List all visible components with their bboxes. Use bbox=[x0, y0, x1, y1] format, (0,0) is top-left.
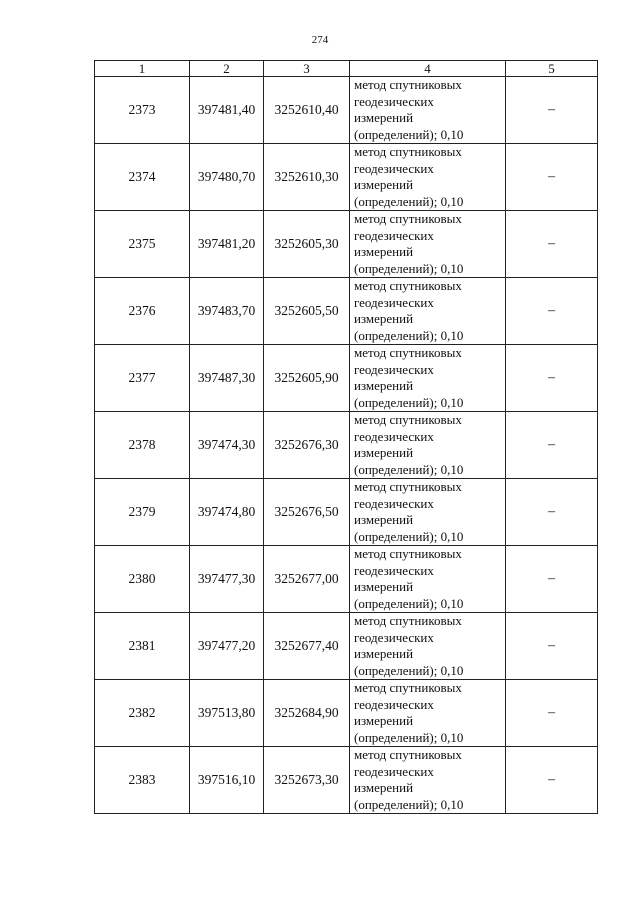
y-coordinate-cell: 3252610,30 bbox=[264, 144, 350, 211]
method-line: (определений); 0,10 bbox=[354, 595, 464, 611]
point-id-cell: 2374 bbox=[95, 144, 190, 211]
method-cell bbox=[350, 546, 506, 613]
note-cell: – bbox=[506, 345, 598, 412]
table-row bbox=[95, 278, 598, 345]
method-line: измерений bbox=[354, 646, 414, 661]
method-cell bbox=[350, 345, 506, 412]
method-line: (определений); 0,10 bbox=[354, 327, 464, 343]
note-cell: – bbox=[506, 211, 598, 278]
method-line: измерений bbox=[354, 244, 414, 259]
table-body bbox=[95, 77, 598, 814]
method-line: измерений bbox=[354, 780, 414, 795]
x-coordinate-cell: 397480,70 bbox=[190, 144, 264, 211]
x-coordinate-cell: 397477,30 bbox=[190, 546, 264, 613]
method-line: (определений); 0,10 bbox=[354, 461, 464, 477]
method-line: геодезических bbox=[354, 629, 434, 645]
y-coordinate-cell: 3252677,00 bbox=[264, 546, 350, 613]
method-line: геодезических bbox=[354, 227, 434, 243]
method-cell bbox=[350, 479, 506, 546]
method-line: метод спутниковых bbox=[354, 77, 462, 92]
method-line: геодезических bbox=[354, 696, 434, 712]
note-cell: – bbox=[506, 412, 598, 479]
method-line: (определений); 0,10 bbox=[354, 528, 464, 544]
x-coordinate-cell: 397516,10 bbox=[190, 747, 264, 814]
y-coordinate-cell: 3252677,40 bbox=[264, 613, 350, 680]
method-line: геодезических bbox=[354, 294, 434, 310]
y-coordinate-cell: 3252605,90 bbox=[264, 345, 350, 412]
header-col-3: 3 bbox=[264, 61, 350, 77]
method-line: геодезических bbox=[354, 361, 434, 377]
method-line: метод спутниковых bbox=[354, 412, 462, 427]
method-line: (определений); 0,10 bbox=[354, 260, 464, 276]
method-line: метод спутниковых bbox=[354, 747, 462, 762]
method-line: (определений); 0,10 bbox=[354, 394, 464, 410]
method-line: (определений); 0,10 bbox=[354, 662, 464, 678]
method-line: геодезических bbox=[354, 160, 434, 176]
method-line: (определений); 0,10 bbox=[354, 126, 464, 142]
method-line: (определений); 0,10 bbox=[354, 729, 464, 745]
note-cell: – bbox=[506, 77, 598, 144]
header-row bbox=[95, 61, 598, 77]
method-line: (определений); 0,10 bbox=[354, 193, 464, 209]
note-cell: – bbox=[506, 680, 598, 747]
method-line: измерений bbox=[354, 378, 414, 393]
point-id-cell: 2380 bbox=[95, 546, 190, 613]
point-id-cell: 2373 bbox=[95, 77, 190, 144]
method-line: измерений bbox=[354, 110, 414, 125]
header-col-1: 1 bbox=[95, 61, 190, 77]
method-line: измерений bbox=[354, 579, 414, 594]
x-coordinate-cell: 397513,80 bbox=[190, 680, 264, 747]
point-id-cell: 2375 bbox=[95, 211, 190, 278]
x-coordinate-cell: 397483,70 bbox=[190, 278, 264, 345]
x-coordinate-cell: 397477,20 bbox=[190, 613, 264, 680]
method-line: метод спутниковых bbox=[354, 345, 462, 360]
y-coordinate-cell: 3252610,40 bbox=[264, 77, 350, 144]
point-id-cell: 2383 bbox=[95, 747, 190, 814]
point-id-cell: 2378 bbox=[95, 412, 190, 479]
table-row bbox=[95, 144, 598, 211]
method-line: метод спутниковых bbox=[354, 211, 462, 226]
method-line: измерений bbox=[354, 512, 414, 527]
note-cell: – bbox=[506, 278, 598, 345]
method-cell bbox=[350, 144, 506, 211]
note-cell: – bbox=[506, 747, 598, 814]
header-col-2: 2 bbox=[190, 61, 264, 77]
y-coordinate-cell: 3252676,30 bbox=[264, 412, 350, 479]
note-cell: – bbox=[506, 479, 598, 546]
method-cell bbox=[350, 278, 506, 345]
table-row bbox=[95, 546, 598, 613]
table-row bbox=[95, 211, 598, 278]
method-line: геодезических bbox=[354, 763, 434, 779]
table-row bbox=[95, 613, 598, 680]
method-cell bbox=[350, 412, 506, 479]
x-coordinate-cell: 397481,20 bbox=[190, 211, 264, 278]
point-id-cell: 2377 bbox=[95, 345, 190, 412]
method-cell bbox=[350, 747, 506, 814]
header-col-5: 5 bbox=[506, 61, 598, 77]
table-row bbox=[95, 747, 598, 814]
y-coordinate-cell: 3252673,30 bbox=[264, 747, 350, 814]
method-line: геодезических bbox=[354, 495, 434, 511]
point-id-cell: 2382 bbox=[95, 680, 190, 747]
method-line: метод спутниковых bbox=[354, 680, 462, 695]
table-row bbox=[95, 412, 598, 479]
x-coordinate-cell: 397474,80 bbox=[190, 479, 264, 546]
method-line: измерений bbox=[354, 445, 414, 460]
y-coordinate-cell: 3252605,30 bbox=[264, 211, 350, 278]
method-line: метод спутниковых bbox=[354, 479, 462, 494]
note-cell: – bbox=[506, 144, 598, 211]
method-line: метод спутниковых bbox=[354, 546, 462, 561]
coordinates-table bbox=[94, 60, 598, 814]
x-coordinate-cell: 397481,40 bbox=[190, 77, 264, 144]
y-coordinate-cell: 3252676,50 bbox=[264, 479, 350, 546]
method-line: геодезических bbox=[354, 93, 434, 109]
note-cell: – bbox=[506, 613, 598, 680]
method-line: метод спутниковых bbox=[354, 144, 462, 159]
page-number: 274 bbox=[311, 34, 329, 46]
x-coordinate-cell: 397487,30 bbox=[190, 345, 264, 412]
method-cell bbox=[350, 211, 506, 278]
method-line: метод спутниковых bbox=[354, 613, 462, 628]
table-row bbox=[95, 680, 598, 747]
method-line: геодезических bbox=[354, 562, 434, 578]
point-id-cell: 2379 bbox=[95, 479, 190, 546]
header-col-4: 4 bbox=[350, 61, 506, 77]
x-coordinate-cell: 397474,30 bbox=[190, 412, 264, 479]
method-line: измерений bbox=[354, 713, 414, 728]
method-line: метод спутниковых bbox=[354, 278, 462, 293]
point-id-cell: 2376 bbox=[95, 278, 190, 345]
y-coordinate-cell: 3252605,50 bbox=[264, 278, 350, 345]
method-cell bbox=[350, 613, 506, 680]
note-cell: – bbox=[506, 546, 598, 613]
method-line: измерений bbox=[354, 177, 414, 192]
table-row bbox=[95, 345, 598, 412]
y-coordinate-cell: 3252684,90 bbox=[264, 680, 350, 747]
table-row bbox=[95, 77, 598, 144]
method-line: (определений); 0,10 bbox=[354, 796, 464, 812]
method-cell bbox=[350, 680, 506, 747]
method-line: измерений bbox=[354, 311, 414, 326]
method-line: геодезических bbox=[354, 428, 434, 444]
method-cell bbox=[350, 77, 506, 144]
point-id-cell: 2381 bbox=[95, 613, 190, 680]
table-row bbox=[95, 479, 598, 546]
